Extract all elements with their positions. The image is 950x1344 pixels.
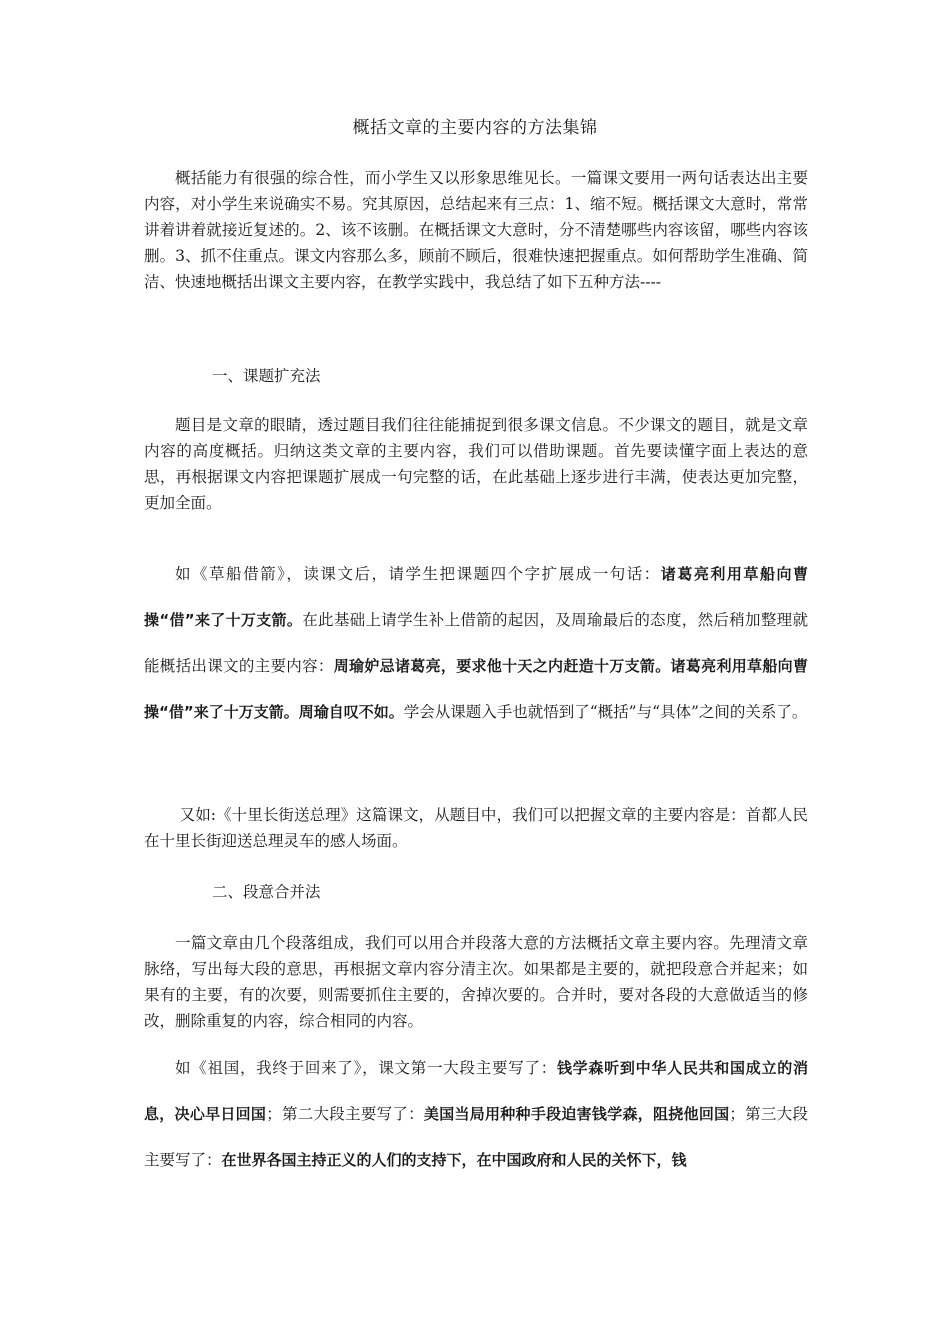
section1-example-2: 又如:《十里长街送总理》这篇课文，从题目中，我们可以把握文章的主要内容是：首都人民在十里长街迎送总理灵车的感人场面。 (144, 806, 808, 850)
example-text: 学会从课题入手也就悟到了“概括”与“具体”之间的关系了。 (403, 703, 808, 721)
example-text: 如《祖国，我终于回来了》，课文第一大段主要写了： (175, 1059, 557, 1077)
intro-paragraph: 概括能力有很强的综合性，而小学生又以形象思维见长。一篇课文要用一两句话表达出主要内容，对小学生来说确实不易。究其原因，总结起来有三点：1、缩不短。概括课文大意时，常常讲着讲着就接近复述的。2、该不该删。在概括课文大意时，分不清楚哪些内容该留，哪些内容该删。3、抓不住重点。课文内容那么多，顾前不顾后，很难快速把握重点。如何帮助学生准确、简洁、快速地概括出课文主要内容，在教学实践中，我总结了如下五种方法---- (144, 169, 808, 291)
example-highlight: 美国当局用种种手段迫害钱学森，阻挠他回国 (423, 1105, 730, 1123)
example-highlight: 钱学森听到中华人民共和国成立的消息，决心早日回国 (144, 1059, 808, 1123)
section2-body: 一篇文章由几个段落组成，我们可以用合并段落大意的方法概括文章主要内容。先理清文章脉络，写出每大段的意思，再根据文章内容分清主次。如果都是主要的，就把段意合并起来；如果有的主要，有的次要，则需要抓住主要的，舍掉次要的。合并时，要对各段的大意做适当的修改，删除重复的内容，综合相同的内容。 (144, 934, 808, 1030)
document-title: 概括文章的主要内容的方法集锦 (352, 118, 598, 138)
example-text: ；第三大段主要写了： (144, 1105, 808, 1169)
example-text: 如《草船借箭》，读课文后，请学生把课题四个字扩展成一句话： (175, 565, 661, 583)
example-highlight: 周瑜妒忌诸葛亮，要求他十天之内赶造十万支箭。诸葛亮利用草船向曹操“借”来了十万支箭。周瑜自叹不如。 (144, 657, 808, 721)
example-text: ；第二大段主要写了： (266, 1105, 424, 1123)
section1-body: 题目是文章的眼睛，透过题目我们往往能捕捉到很多课文信息。不少课文的题目，就是文章内容的高度概括。归纳这类文章的主要内容，我们可以借助课题。首先要读懂字面上表达的意思，再根据课文内容把课题扩展成一句完整的话，在此基础上逐步进行丰满，使表达更加完整，更加全面。 (144, 416, 808, 512)
section2-example (144, 1045, 808, 1183)
section-heading-1: 一、课题扩充法 (212, 367, 321, 385)
section1-example-1 (144, 551, 808, 735)
section-heading-2: 二、段意合并法 (212, 883, 321, 901)
example-highlight: 在世界各国主持正义的人们的支持下，在中国政府和人民的关怀下，钱 (221, 1151, 687, 1169)
example-highlight: 诸葛亮利用草船向曹操“借”来了十万支箭。 (144, 565, 808, 629)
example-text: 在此基础上请学生补上借箭的起因，及周瑜最后的态度，然后稍加整理就能概括出课文的主要内容： (144, 611, 808, 675)
